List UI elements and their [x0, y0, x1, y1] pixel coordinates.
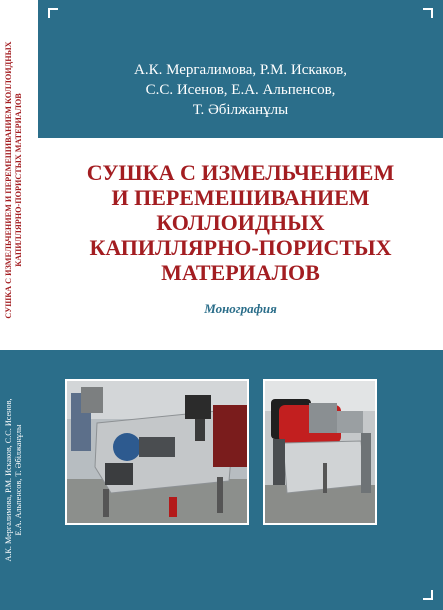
title-line: КОЛЛОИДНЫХ [156, 210, 325, 235]
corner-mark [431, 8, 433, 18]
title-line: СУШКА С ИЗМЕЛЬЧЕНИЕМ [86, 160, 395, 185]
book-spine [0, 0, 38, 610]
title-line: МАТЕРИАЛОВ [161, 260, 320, 285]
author-line: А.К. Мергалимова, Р.М. Искаков, [134, 62, 347, 78]
author-line: С.С. Исенов, Е.А. Альпенсов, [145, 82, 336, 98]
corner-mark [431, 590, 433, 600]
book-title [38, 160, 443, 285]
authors-block [38, 60, 443, 120]
machine-photo-front [65, 379, 249, 525]
author-line: Т. Әбілжанұлы [192, 102, 289, 118]
genre-label: Монография [204, 301, 277, 316]
dryer-machine-closeup-illustration [265, 381, 375, 523]
corner-mark [48, 8, 50, 18]
spine-authors [4, 355, 24, 605]
spine-title-line: КАПИЛЛЯРНО-ПОРИСТЫХ МАТЕРИАЛОВ [14, 93, 23, 267]
machine-photo-side [263, 379, 377, 525]
spine-title [4, 15, 24, 345]
spine-author-line: Е.А. Альпенсов, Т. Әбілжанұлы [14, 424, 23, 536]
spine-author-line: А.К. Мергалимова, Р.М. Искаков, С.С. Исенов, [4, 398, 13, 562]
dryer-machine-illustration [67, 381, 247, 523]
spine-title-line: СУШКА С ИЗМЕЛЬЧЕНИЕМ И ПЕРЕМЕШИВАНИЕМ КОЛЛОИДНЫХ [4, 41, 13, 319]
title-line: КАПИЛЛЯРНО-ПОРИСТЫХ [89, 235, 392, 260]
title-line: И ПЕРЕМЕШИВАНИЕМ [111, 185, 370, 210]
